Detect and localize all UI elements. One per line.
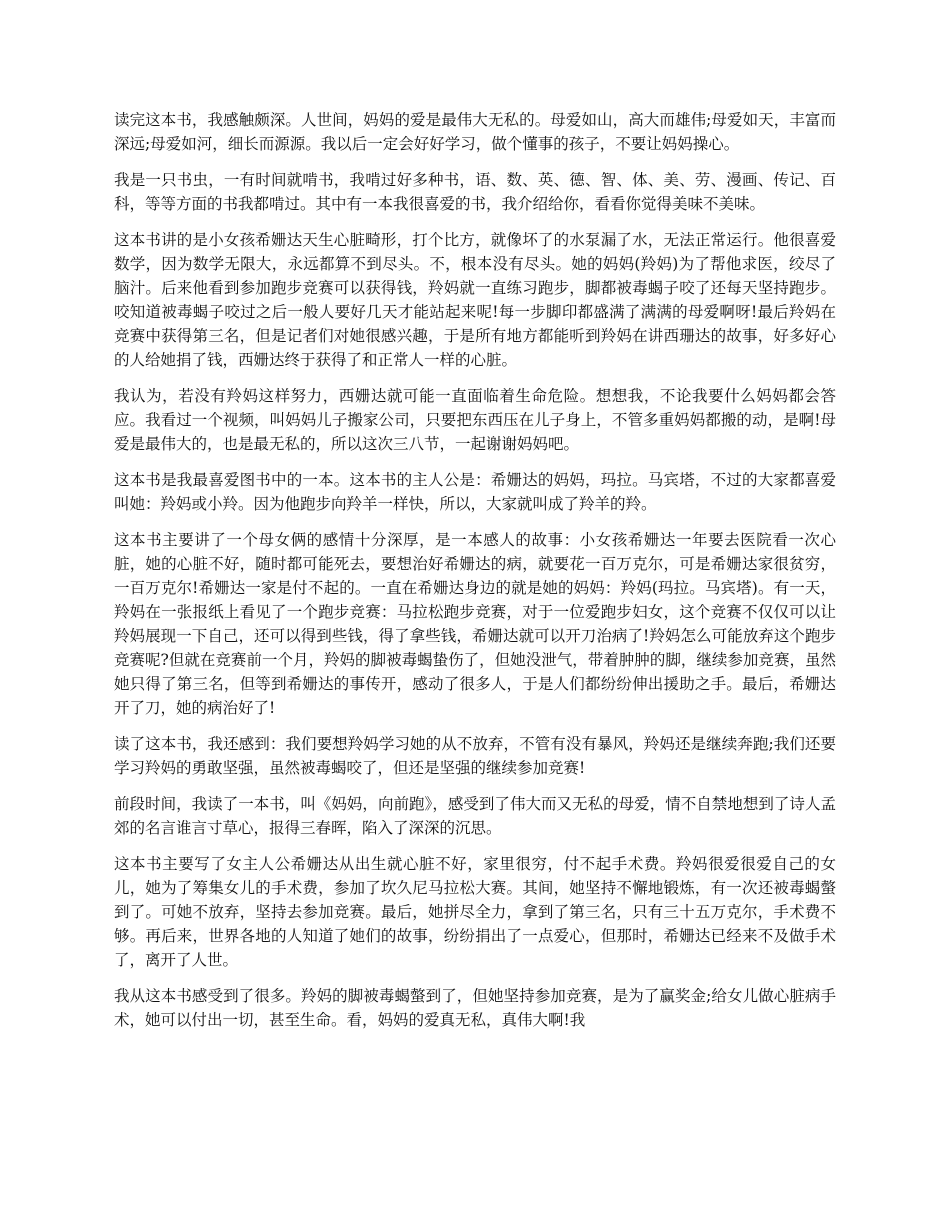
paragraph: 这本书主要写了女主人公希姗达从出生就心脏不好，家里很穷，付不起手术费。羚妈很爱很爱自己的女儿，她为了筹集女儿的手术费，参加了坎久尼马拉松大赛。其间，她坚持不懈地锻炼，有一次还被毒蝎螫到了。可她不放弃，坚持去参加竞赛。最后，她拼尽全力，拿到了第三名，只有三十五万克尔，手术费不够。再后来，世界各地的人知道了她们的故事，纷纷捐出了一点爱心，但那时，希姗达已经来不及做手术了，离开了人世。 xyxy=(114,855,836,969)
paragraph: 我认为，若没有羚妈这样努力，西姗达就可能一直面临着生命危险。想想我，不论我要什么妈妈都会答应。我看过一个视频，叫妈妈儿子搬家公司，只要把东西压在儿子身上，不管多重妈妈都搬的动，是啊!母爱是最伟大的，也是最无私的，所以这次三八节，一起谢谢妈妈吧。 xyxy=(114,387,836,453)
paragraph: 这本书讲的是小女孩希姗达天生心脏畸形，打个比方，就像坏了的水泵漏了水，无法正常运行。他很喜爱数学，因为数学无限大，永远都算不到尽头。不，根本没有尽头。她的妈妈(羚妈)为了帮他求医，绞尽了脑汁。后来他看到参加跑步竞赛可以获得钱，羚妈就一直练习跑步，脚都被毒蝎子咬了还每天坚持跑步。咬知道被毒蝎子咬过之后一般人要好几天才能站起来呢!每一步脚印都盛满了满满的母爱啊呀!最后羚妈在竞赛中获得第三名，但是记者们对她很感兴趣，于是所有地方都能听到羚妈在讲西珊达的故事，好多好心的人给她捐了钱，西姗达终于获得了和正常人一样的心脏。 xyxy=(114,231,836,369)
paragraph: 我是一只书虫，一有时间就啃书，我啃过好多种书，语、数、英、德、智、体、美、劳、漫画、传记、百科，等等方面的书我都啃过。其中有一本我很喜爱的书，我介绍给你，看看你觉得美味不美味。 xyxy=(114,171,836,213)
document-body xyxy=(114,108,836,1044)
paragraph: 读了这本书，我还感到：我们要想羚妈学习她的从不放弃，不管有没有暴风，羚妈还是继续奔跑;我们还要学习羚妈的勇敢坚强，虽然被毒蝎咬了，但还是坚强的继续参加竞赛! xyxy=(114,735,836,777)
paragraph: 前段时间，我读了一本书，叫《妈妈，向前跑》，感受到了伟大而又无私的母爱，情不自禁地想到了诗人孟郊的名言谁言寸草心，报得三春晖，陷入了深深的沉思。 xyxy=(114,795,836,837)
paragraph: 我从这本书感受到了很多。羚妈的脚被毒蝎螫到了，但她坚持参加竞赛，是为了赢奖金;给女儿做心脏病手术，她可以付出一切，甚至生命。看，妈妈的爱真无私，真伟大啊!我 xyxy=(114,987,836,1029)
paragraph: 这本书主要讲了一个母女俩的感情十分深厚，是一本感人的故事：小女孩希姗达一年要去医院看一次心脏，她的心脏不好，随时都可能死去，要想治好希姗达的病，就要花一百万克尔，可是希姗达家很贫穷，一百万克尔!希姗达一家是付不起的。一直在希姗达身边的就是她的妈妈：羚妈(玛拉。马宾塔)。有一天，羚妈在一张报纸上看见了一个跑步竞赛：马拉松跑步竞赛，对于一位爱跑步妇女，这个竞赛不仅仅可以让羚妈展现一下自己，还可以得到些钱，得了拿些钱，希姗达就可以开刀治病了!羚妈怎么可能放弃这个跑步竞赛呢?但就在竞赛前一个月，羚妈的脚被毒蝎蛰伤了，但她没泄气，带着肿肿的脚，继续参加竞赛，虽然她只得了第三名，但等到希姗达的事传开，感动了很多人，于是人们都纷纷伸出援助之手。最后，希姗达开了刀，她的病治好了! xyxy=(114,531,836,717)
paragraph: 读完这本书，我感触颇深。人世间，妈妈的爱是最伟大无私的。母爱如山，高大而雄伟;母爱如天，丰富而深远;母爱如河，细长而源源。我以后一定会好好学习，做个懂事的孩子，不要让妈妈操心。 xyxy=(114,111,836,153)
paragraph: 这本书是我最喜爱图书中的一本。这本书的主人公是：希姗达的妈妈，玛拉。马宾塔，不过的大家都喜爱叫她：羚妈或小羚。因为他跑步向羚羊一样快，所以，大家就叫成了羚羊的羚。 xyxy=(114,471,836,513)
